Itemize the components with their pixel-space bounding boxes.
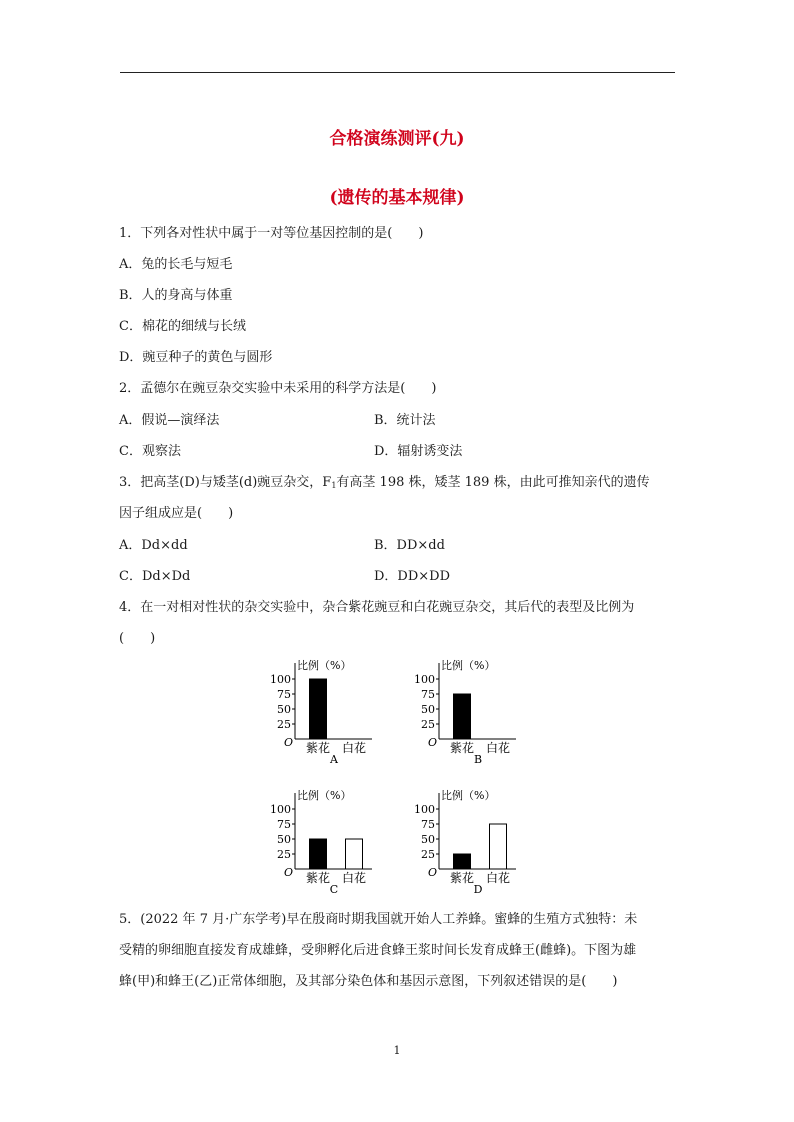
header-rule: [120, 72, 675, 73]
y-tick-label: 25: [277, 848, 291, 861]
q2-option-b: B．统计法: [374, 413, 436, 428]
y-tick-label: 50: [277, 833, 291, 846]
bar-紫花: [310, 839, 327, 869]
y-tick-label: 50: [277, 703, 291, 716]
origin-label: O: [428, 736, 438, 749]
q1-option-a: A．兔的长毛与短毛: [119, 257, 233, 272]
chart-a: [266, 655, 386, 771]
q1-option-d: D．豌豆种子的黄色与圆形: [119, 350, 273, 365]
q3-stem-subscript: 1: [331, 481, 337, 490]
q1-option-c: C．棉花的细绒与长绒: [119, 319, 246, 334]
q1-stem: 1．下列各对性状中属于一对等位基因控制的是( ): [119, 226, 424, 241]
q3-option-b: B．DD×dd: [374, 538, 445, 553]
y-tick-label: 25: [421, 718, 435, 731]
chart-d-svg: [410, 785, 530, 897]
y-tick-label: 75: [277, 688, 291, 701]
y-tick-label: 50: [421, 833, 435, 846]
q2-stem: 2．孟德尔在豌豆杂交实验中未采用的科学方法是( ): [119, 381, 437, 396]
category-label: 白花: [341, 871, 367, 885]
y-tick-label: 100: [414, 803, 435, 816]
chart-d: [410, 785, 530, 901]
q2-option-d: D．辐射诱变法: [374, 444, 463, 459]
category-label: 白花: [485, 741, 511, 755]
y-tick-label: 25: [277, 718, 291, 731]
category-label: 紫花: [305, 871, 331, 885]
page-title: 合格演练测评(九): [329, 129, 465, 149]
q4-stem: 4．在一对相对性状的杂交实验中，杂合紫花豌豆和白花豌豆杂交，其后代的表型及比例为: [119, 600, 635, 615]
bar-紫花: [454, 694, 471, 739]
y-axis-label: 比例（%）: [297, 789, 352, 802]
chart-b: [410, 655, 530, 771]
origin-label: O: [284, 736, 294, 749]
origin-label: O: [428, 866, 438, 879]
q1-option-b: B．人的身高与体重: [119, 288, 233, 303]
q3-option-c: C．Dd×Dd: [119, 569, 191, 584]
y-tick-label: 25: [421, 848, 435, 861]
category-label: 紫花: [449, 741, 475, 755]
chart-letter-label: C: [329, 883, 339, 896]
q3-stem-line2: 因子组成应是( ): [119, 506, 234, 521]
y-axis-label: 比例（%）: [297, 659, 352, 672]
q2-option-c: C．观察法: [119, 444, 181, 459]
q3-option-d: D．DD×DD: [374, 569, 451, 584]
category-label: 紫花: [449, 871, 475, 885]
q3-option-a: A．Dd×dd: [119, 538, 188, 553]
q4-stem-line2: ( ): [119, 631, 156, 646]
y-axis-label: 比例（%）: [441, 659, 496, 672]
y-tick-label: 100: [414, 673, 435, 686]
y-axis-label: 比例（%）: [441, 789, 496, 802]
category-label: 紫花: [305, 741, 331, 755]
chart-letter-label: D: [473, 883, 483, 896]
q3-stem-part2: 有高茎 198 株，矮茎 189 株，由此可推知亲代的遗传: [336, 475, 650, 490]
chart-c-svg: [266, 785, 386, 897]
chart-a-svg: [266, 655, 386, 767]
y-tick-label: 75: [421, 688, 435, 701]
y-tick-label: 100: [270, 673, 291, 686]
q3-stem: [119, 471, 650, 490]
chart-letter-label: A: [330, 753, 338, 766]
y-tick-label: 75: [277, 818, 291, 831]
page-subtitle: (遗传的基本规律): [329, 188, 465, 208]
origin-label: O: [284, 866, 294, 879]
chart-letter-label: B: [473, 753, 483, 766]
q5-line2: 受精的卵细胞直接发育成雄蜂，受卵孵化后进食蜂王浆时间长发育成蜂王(雌蜂)。下图为雄: [119, 943, 637, 958]
bar-紫花: [454, 854, 471, 869]
chart-b-svg: [410, 655, 530, 767]
q2-option-a: A．假说—演绎法: [119, 413, 220, 428]
chart-c: [266, 785, 386, 901]
q3-stem-part1: 3．把高茎(D)与矮茎(d)豌豆杂交，F: [119, 475, 332, 490]
category-label: 白花: [341, 741, 367, 755]
q5-line1: 5．(2022 年 7 月·广东学考)早在殷商时期我国就开始人工养蜂。蜜蜂的生殖方式独特：未: [119, 912, 638, 927]
y-tick-label: 75: [421, 818, 435, 831]
category-label: 白花: [485, 871, 511, 885]
y-tick-label: 50: [421, 703, 435, 716]
bar-紫花: [310, 679, 327, 739]
q5-line3: 蜂(甲)和蜂王(乙)正常体细胞，及其部分染色体和基因示意图，下列叙述错误的是( ): [119, 974, 618, 989]
y-tick-label: 100: [270, 803, 291, 816]
bar-白花: [346, 839, 363, 869]
page-number: 1: [393, 1044, 401, 1057]
bar-白花: [490, 824, 507, 869]
